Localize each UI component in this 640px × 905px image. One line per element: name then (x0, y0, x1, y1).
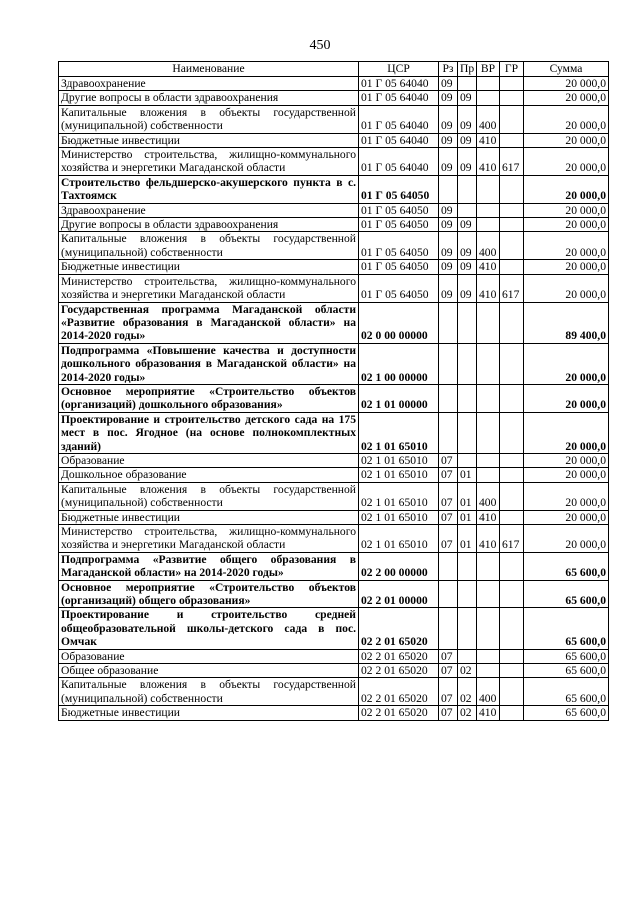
cell-name: Министерство строительства, жилищно-коммунального хозяйства и энергетики Магаданской области (59, 274, 359, 302)
cell-sum: 20 000,0 (524, 343, 609, 384)
cell-csr: 01 Г 05 64050 (359, 218, 439, 232)
cell-gr: 617 (500, 525, 524, 553)
cell-name: Другие вопросы в области здравоохранения (59, 218, 359, 232)
cell-name: Капитальные вложения в объекты государственной (муниципальной) собственности (59, 232, 359, 260)
cell-csr: 02 2 01 65020 (359, 664, 439, 678)
cell-vr (477, 203, 500, 217)
cell-gr (500, 91, 524, 105)
cell-csr: 01 Г 05 64050 (359, 260, 439, 274)
cell-sum: 65 600,0 (524, 608, 609, 649)
table-row (59, 706, 609, 720)
table-row (59, 482, 609, 510)
cell-gr (500, 580, 524, 608)
column-header-name: Наименование (59, 62, 359, 77)
cell-gr (500, 175, 524, 203)
table-row (59, 580, 609, 608)
cell-vr: 410 (477, 148, 500, 176)
cell-rz (439, 580, 458, 608)
cell-gr (500, 343, 524, 384)
cell-sum: 20 000,0 (524, 510, 609, 524)
cell-name: Основное мероприятие «Строительство объектов (организаций) дошкольного образования» (59, 384, 359, 412)
budget-table (58, 61, 609, 721)
table-row (59, 468, 609, 482)
cell-sum: 65 600,0 (524, 678, 609, 706)
cell-rz: 09 (439, 148, 458, 176)
cell-name: Подпрограмма «Развитие общего образования в Магаданской области» на 2014-2020 годы» (59, 552, 359, 580)
cell-name: Проектирование и строительство детского сада на 175 мест в пос. Ягодное (на основе полнокомплектных зданий) (59, 412, 359, 453)
cell-vr (477, 580, 500, 608)
table-row (59, 148, 609, 176)
cell-pr (458, 649, 477, 663)
cell-pr: 01 (458, 510, 477, 524)
cell-vr (477, 302, 500, 343)
cell-sum: 20 000,0 (524, 453, 609, 467)
table-row (59, 649, 609, 663)
cell-csr: 01 Г 05 64040 (359, 77, 439, 91)
cell-sum: 20 000,0 (524, 133, 609, 147)
cell-vr: 410 (477, 274, 500, 302)
cell-sum: 65 600,0 (524, 649, 609, 663)
cell-sum: 65 600,0 (524, 552, 609, 580)
cell-pr (458, 77, 477, 91)
cell-rz: 07 (439, 453, 458, 467)
cell-name: Бюджетные инвестиции (59, 706, 359, 720)
cell-vr (477, 77, 500, 91)
table-row (59, 453, 609, 467)
cell-vr (477, 468, 500, 482)
table-row (59, 664, 609, 678)
cell-vr: 400 (477, 482, 500, 510)
table-row (59, 77, 609, 91)
column-header-pr: Пр (458, 62, 477, 77)
cell-csr: 02 2 01 65020 (359, 608, 439, 649)
cell-rz (439, 384, 458, 412)
cell-sum: 20 000,0 (524, 232, 609, 260)
cell-sum: 65 600,0 (524, 580, 609, 608)
cell-name: Строительство фельдшерско-акушерского пункта в с. Тахтоямск (59, 175, 359, 203)
cell-gr (500, 218, 524, 232)
cell-csr: 02 0 00 00000 (359, 302, 439, 343)
cell-pr: 09 (458, 218, 477, 232)
cell-vr: 410 (477, 525, 500, 553)
cell-csr: 02 1 01 65010 (359, 412, 439, 453)
table-row (59, 343, 609, 384)
cell-gr (500, 302, 524, 343)
cell-pr (458, 343, 477, 384)
cell-gr (500, 482, 524, 510)
cell-vr: 400 (477, 105, 500, 133)
cell-gr (500, 706, 524, 720)
cell-vr (477, 552, 500, 580)
cell-name: Общее образование (59, 664, 359, 678)
cell-csr: 02 1 00 00000 (359, 343, 439, 384)
cell-rz: 07 (439, 664, 458, 678)
cell-name: Дошкольное образование (59, 468, 359, 482)
cell-csr: 02 1 01 65010 (359, 468, 439, 482)
cell-pr: 09 (458, 232, 477, 260)
cell-vr (477, 608, 500, 649)
cell-vr (477, 175, 500, 203)
cell-pr (458, 453, 477, 467)
cell-vr: 410 (477, 510, 500, 524)
cell-vr (477, 384, 500, 412)
cell-gr (500, 678, 524, 706)
cell-name: Проектирование и строительство средней общеобразовательной школы-детского сада в пос. Омчак (59, 608, 359, 649)
cell-gr (500, 203, 524, 217)
cell-csr: 02 1 01 65010 (359, 482, 439, 510)
cell-sum: 20 000,0 (524, 412, 609, 453)
cell-name: Капитальные вложения в объекты государственной (муниципальной) собственности (59, 482, 359, 510)
table-row (59, 218, 609, 232)
cell-sum: 20 000,0 (524, 148, 609, 176)
cell-pr: 02 (458, 706, 477, 720)
cell-rz (439, 552, 458, 580)
cell-csr: 01 Г 05 64040 (359, 148, 439, 176)
column-header-rz: Рз (439, 62, 458, 77)
cell-gr (500, 133, 524, 147)
cell-vr: 410 (477, 133, 500, 147)
cell-pr (458, 175, 477, 203)
cell-gr (500, 468, 524, 482)
cell-rz: 09 (439, 274, 458, 302)
cell-pr: 09 (458, 274, 477, 302)
cell-csr: 01 Г 05 64040 (359, 133, 439, 147)
cell-pr: 09 (458, 105, 477, 133)
cell-gr (500, 384, 524, 412)
cell-csr: 02 2 01 65020 (359, 649, 439, 663)
cell-csr: 01 Г 05 64050 (359, 203, 439, 217)
table-row (59, 105, 609, 133)
cell-gr (500, 105, 524, 133)
cell-pr (458, 580, 477, 608)
table-body (59, 77, 609, 721)
cell-name: Бюджетные инвестиции (59, 260, 359, 274)
cell-gr (500, 412, 524, 453)
page-number: 450 (309, 38, 331, 53)
column-header-sum: Сумма (524, 62, 609, 77)
cell-csr: 02 2 01 65020 (359, 706, 439, 720)
table-row (59, 678, 609, 706)
cell-rz: 07 (439, 510, 458, 524)
table-row (59, 302, 609, 343)
cell-sum: 20 000,0 (524, 482, 609, 510)
cell-pr: 02 (458, 678, 477, 706)
cell-sum: 20 000,0 (524, 384, 609, 412)
cell-rz (439, 343, 458, 384)
cell-csr: 01 Г 05 64050 (359, 232, 439, 260)
cell-rz (439, 175, 458, 203)
table-row (59, 608, 609, 649)
cell-pr: 01 (458, 482, 477, 510)
cell-csr: 01 Г 05 64050 (359, 175, 439, 203)
table-header-row (59, 62, 609, 77)
cell-rz: 09 (439, 232, 458, 260)
cell-sum: 20 000,0 (524, 525, 609, 553)
cell-pr: 09 (458, 148, 477, 176)
cell-gr: 617 (500, 274, 524, 302)
cell-gr (500, 649, 524, 663)
cell-vr (477, 91, 500, 105)
cell-sum: 20 000,0 (524, 77, 609, 91)
cell-sum: 65 600,0 (524, 664, 609, 678)
cell-sum: 65 600,0 (524, 706, 609, 720)
cell-rz: 09 (439, 218, 458, 232)
cell-name: Капитальные вложения в объекты государственной (муниципальной) собственности (59, 678, 359, 706)
cell-pr: 01 (458, 468, 477, 482)
cell-rz: 07 (439, 706, 458, 720)
cell-sum: 20 000,0 (524, 274, 609, 302)
cell-gr (500, 552, 524, 580)
cell-name: Бюджетные инвестиции (59, 510, 359, 524)
cell-name: Подпрограмма «Повышение качества и доступности дошкольного образования в Магаданской области» на 2014-2020 годы» (59, 343, 359, 384)
cell-sum: 20 000,0 (524, 175, 609, 203)
cell-rz: 09 (439, 133, 458, 147)
cell-sum: 20 000,0 (524, 105, 609, 133)
cell-name: Бюджетные инвестиции (59, 133, 359, 147)
table-row (59, 525, 609, 553)
cell-pr (458, 384, 477, 412)
cell-pr (458, 552, 477, 580)
column-header-gr: ГР (500, 62, 524, 77)
cell-csr: 02 1 01 00000 (359, 384, 439, 412)
cell-gr (500, 608, 524, 649)
table-row (59, 175, 609, 203)
cell-rz: 09 (439, 91, 458, 105)
cell-gr: 617 (500, 148, 524, 176)
cell-pr (458, 608, 477, 649)
cell-csr: 02 1 01 65010 (359, 453, 439, 467)
cell-gr (500, 453, 524, 467)
cell-vr (477, 343, 500, 384)
cell-name: Государственная программа Магаданской области «Развитие образования в Магаданской области» на 2014-2020 годы» (59, 302, 359, 343)
cell-rz: 07 (439, 525, 458, 553)
cell-name: Здравоохранение (59, 203, 359, 217)
column-header-csr: ЦСР (359, 62, 439, 77)
cell-csr: 01 Г 05 64050 (359, 274, 439, 302)
cell-name: Министерство строительства, жилищно-коммунального хозяйства и энергетики Магаданской области (59, 148, 359, 176)
table-row (59, 91, 609, 105)
cell-gr (500, 232, 524, 260)
cell-csr: 01 Г 05 64040 (359, 105, 439, 133)
cell-name: Основное мероприятие «Строительство объектов (организаций) общего образования» (59, 580, 359, 608)
cell-sum: 20 000,0 (524, 218, 609, 232)
cell-rz: 09 (439, 77, 458, 91)
cell-csr: 02 2 00 00000 (359, 552, 439, 580)
cell-pr: 09 (458, 260, 477, 274)
cell-rz: 07 (439, 482, 458, 510)
table-row (59, 552, 609, 580)
cell-name: Образование (59, 453, 359, 467)
cell-name: Образование (59, 649, 359, 663)
cell-vr (477, 412, 500, 453)
cell-rz (439, 302, 458, 343)
cell-rz: 07 (439, 678, 458, 706)
table-row (59, 412, 609, 453)
cell-rz: 07 (439, 468, 458, 482)
cell-vr: 410 (477, 706, 500, 720)
cell-pr: 09 (458, 133, 477, 147)
cell-name: Капитальные вложения в объекты государственной (муниципальной) собственности (59, 105, 359, 133)
cell-sum: 20 000,0 (524, 203, 609, 217)
cell-csr: 01 Г 05 64040 (359, 91, 439, 105)
cell-rz: 07 (439, 649, 458, 663)
cell-csr: 02 1 01 65010 (359, 510, 439, 524)
cell-sum: 20 000,0 (524, 91, 609, 105)
cell-vr (477, 649, 500, 663)
cell-sum: 20 000,0 (524, 260, 609, 274)
cell-pr (458, 203, 477, 217)
cell-vr: 400 (477, 678, 500, 706)
table-row (59, 203, 609, 217)
cell-gr (500, 260, 524, 274)
cell-sum: 89 400,0 (524, 302, 609, 343)
table-row (59, 384, 609, 412)
cell-csr: 02 2 01 00000 (359, 580, 439, 608)
column-header-vr: ВР (477, 62, 500, 77)
cell-pr (458, 412, 477, 453)
cell-rz (439, 412, 458, 453)
cell-pr: 01 (458, 525, 477, 553)
cell-csr: 02 2 01 65020 (359, 678, 439, 706)
cell-rz (439, 608, 458, 649)
table-row (59, 260, 609, 274)
cell-gr (500, 77, 524, 91)
table-row (59, 510, 609, 524)
cell-name: Здравоохранение (59, 77, 359, 91)
cell-vr (477, 453, 500, 467)
cell-gr (500, 664, 524, 678)
cell-pr: 09 (458, 91, 477, 105)
cell-csr: 02 1 01 65010 (359, 525, 439, 553)
cell-rz: 09 (439, 260, 458, 274)
cell-rz: 09 (439, 203, 458, 217)
cell-gr (500, 510, 524, 524)
cell-vr: 400 (477, 232, 500, 260)
cell-name: Другие вопросы в области здравоохранения (59, 91, 359, 105)
table-row (59, 133, 609, 147)
cell-rz: 09 (439, 105, 458, 133)
table-row (59, 274, 609, 302)
cell-vr: 410 (477, 260, 500, 274)
table-row (59, 232, 609, 260)
cell-vr (477, 664, 500, 678)
cell-pr: 02 (458, 664, 477, 678)
cell-sum: 20 000,0 (524, 468, 609, 482)
cell-name: Министерство строительства, жилищно-коммунального хозяйства и энергетики Магаданской области (59, 525, 359, 553)
cell-pr (458, 302, 477, 343)
cell-vr (477, 218, 500, 232)
